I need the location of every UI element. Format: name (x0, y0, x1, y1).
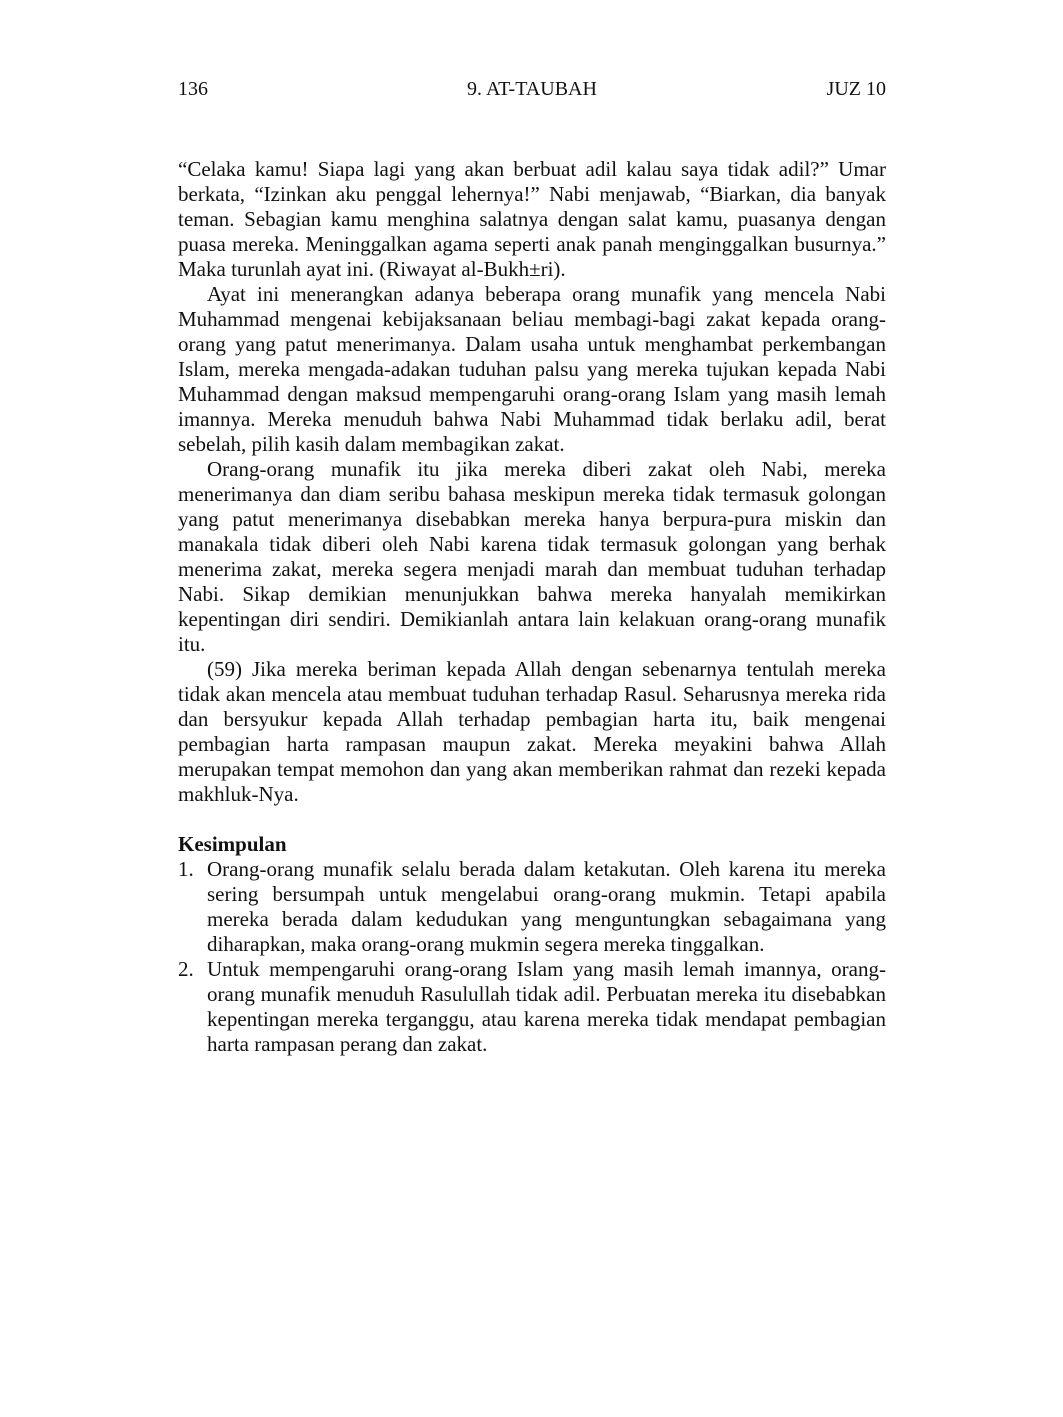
chapter-title: 9. AT-TAUBAH (467, 78, 597, 100)
list-number: 2. (178, 957, 194, 981)
juz-label: JUZ 10 (826, 78, 886, 100)
conclusion-list (178, 857, 886, 1057)
conclusion-heading: Kesimpulan (178, 832, 287, 856)
page-number: 136 (178, 78, 208, 100)
conclusion-item (178, 957, 886, 1057)
conclusion-item (178, 857, 886, 957)
paragraph-continuation: “Celaka kamu! Siapa lagi yang akan berbuat adil kalau saya tidak adil?” Umar berkata, “Izinkan aku penggal lehernya!” Nabi menjawab, “Biarkan, dia banyak teman. Sebagian kamu menghina salatnya dengan salat kamu, puasanya dengan puasa mereka. Meninggalkan agama seperti anak panah menginggalkan busurnya.” Maka turunlah ayat ini. (Riwayat al-Bukh±ri). (178, 157, 886, 281)
conclusion-item-text: Orang-orang munafik selalu berada dalam ketakutan. Oleh karena itu mereka sering bersumpah untuk mengelabui orang-orang mukmin. Tetapi apabila mereka berada dalam kedudukan yang menguntungkan sebagaimana yang diharapkan, maka orang-orang mukmin segera mereka tinggalkan. (207, 857, 886, 956)
paragraph: Orang-orang munafik itu jika mereka diberi zakat oleh Nabi, mereka menerimanya dan diam seribu bahasa meskipun mereka tidak termasuk golongan yang patut menerimanya disebabkan mereka hanya berpura-pura miskin dan manakala tidak diberi oleh Nabi karena tidak termasuk golongan yang berhak menerima zakat, mereka segera menjadi marah dan membuat tuduhan terhadap Nabi. Sikap demikian menunjukkan bahwa mereka hanyalah memikirkan kepentingan diri sendiri. Demikianlah antara lain kelakuan orang-orang munafik itu. (178, 457, 886, 656)
page-header (178, 74, 886, 104)
paragraph: Ayat ini menerangkan adanya beberapa orang munafik yang mencela Nabi Muhammad mengenai kebijaksanaan beliau membagi-bagi zakat kepada orang-orang yang patut menerimanya. Dalam usaha untuk menghambat perkembangan Islam, mereka mengada-adakan tuduhan palsu yang mereka tujukan kepada Nabi Muhammad dengan maksud mempengaruhi orang-orang Islam yang masih lemah imannya. Mereka menuduh bahwa Nabi Muhammad tidak berlaku adil, berat sebelah, pilih kasih dalam membagikan zakat. (178, 282, 886, 456)
list-number: 1. (178, 857, 194, 881)
conclusion-item-text: Untuk mempengaruhi orang-orang Islam yang masih lemah imannya, orang-orang munafik menuduh Rasulullah tidak adil. Perbuatan mereka itu disebabkan kepentingan mereka terganggu, atau karena mereka tidak mendapat pembagian harta rampasan perang dan zakat. (207, 957, 886, 1056)
page-body (178, 157, 886, 1057)
paragraph-verse-59: (59) Jika mereka beriman kepada Allah dengan sebenarnya tentulah mereka tidak akan mencela atau membuat tuduhan terhadap Rasul. Seharusnya mereka rida dan bersyukur kepada Allah terhadap pembagian harta itu, baik mengenai pembagian harta rampasan maupun zakat. Mereka meyakini bahwa Allah merupakan tempat memohon dan yang akan memberikan rahmat dan rezeki kepada makhluk-Nya. (178, 657, 886, 806)
